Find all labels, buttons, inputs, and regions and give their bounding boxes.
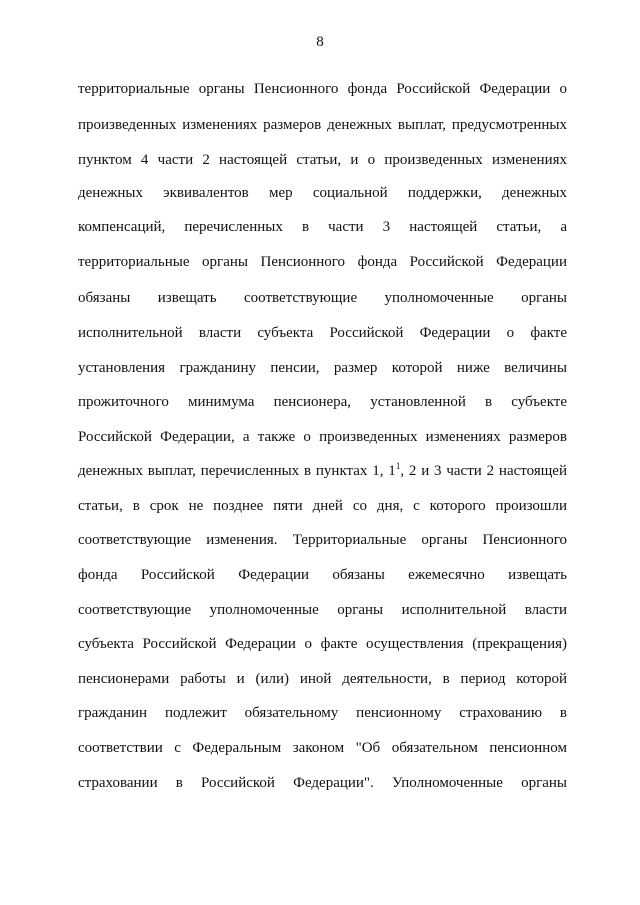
- text-line-1: территориальные органы Пенсионного фонда Российской Федерации о: [78, 81, 567, 97]
- text-line-14: соответствующие изменения. Территориальные органы Пенсионного: [78, 532, 567, 548]
- text-line-6: территориальные органы Пенсионного фонда Российской Федерации: [78, 254, 567, 270]
- superscript-1: 1: [395, 461, 401, 471]
- text-line-10: прожиточного минимума пенсионера, установленной в субъекте: [78, 394, 567, 410]
- text-line-12-part-1: денежных выплат, перечисленных в пунктах 1, 1: [78, 463, 396, 479]
- text-line-7: обязаны извещать соответствующие уполномоченные органы: [78, 290, 567, 306]
- text-line-9: установления гражданину пенсии, размер которой ниже величины: [78, 360, 567, 376]
- text-line-16: соответствующие уполномоченные органы исполнительной власти: [78, 602, 567, 618]
- text-line-13: статьи, в срок не позднее пяти дней со дня, с которого произошли: [78, 498, 567, 514]
- text-line-19: гражданин подлежит обязательному пенсионному страхованию в: [78, 705, 567, 721]
- text-line-15: фонда Российской Федерации обязаны ежемесячно извещать: [78, 567, 567, 583]
- text-line-18: пенсионерами работы и (или) иной деятельности, в период которой: [78, 671, 567, 687]
- text-line-17: субъекта Российской Федерации о факте осуществления (прекращения): [78, 636, 567, 652]
- text-line-20: соответствии с Федеральным законом "Об обязательном пенсионном: [78, 740, 567, 756]
- text-line-8: исполнительной власти субъекта Российской Федерации о факте: [78, 325, 567, 341]
- text-line-5: компенсаций, перечисленных в части 3 настоящей статьи, а: [78, 219, 567, 235]
- text-line-3: пунктом 4 части 2 настоящей статьи, и о произведенных изменениях: [78, 152, 567, 168]
- text-line-12: [78, 462, 567, 480]
- text-line-12-part-2: , 2 и 3 части 2 настоящей: [400, 463, 567, 479]
- text-line-21: страховании в Российской Федерации". Уполномоченные органы: [78, 775, 567, 791]
- text-line-11: Российской Федерации, а также о произведенных изменениях размеров: [78, 429, 567, 445]
- text-line-2: произведенных изменениях размеров денежных выплат, предусмотренных: [78, 117, 567, 133]
- text-line-4: денежных эквивалентов мер социальной поддержки, денежных: [78, 185, 567, 201]
- page-number: 8: [316, 34, 324, 50]
